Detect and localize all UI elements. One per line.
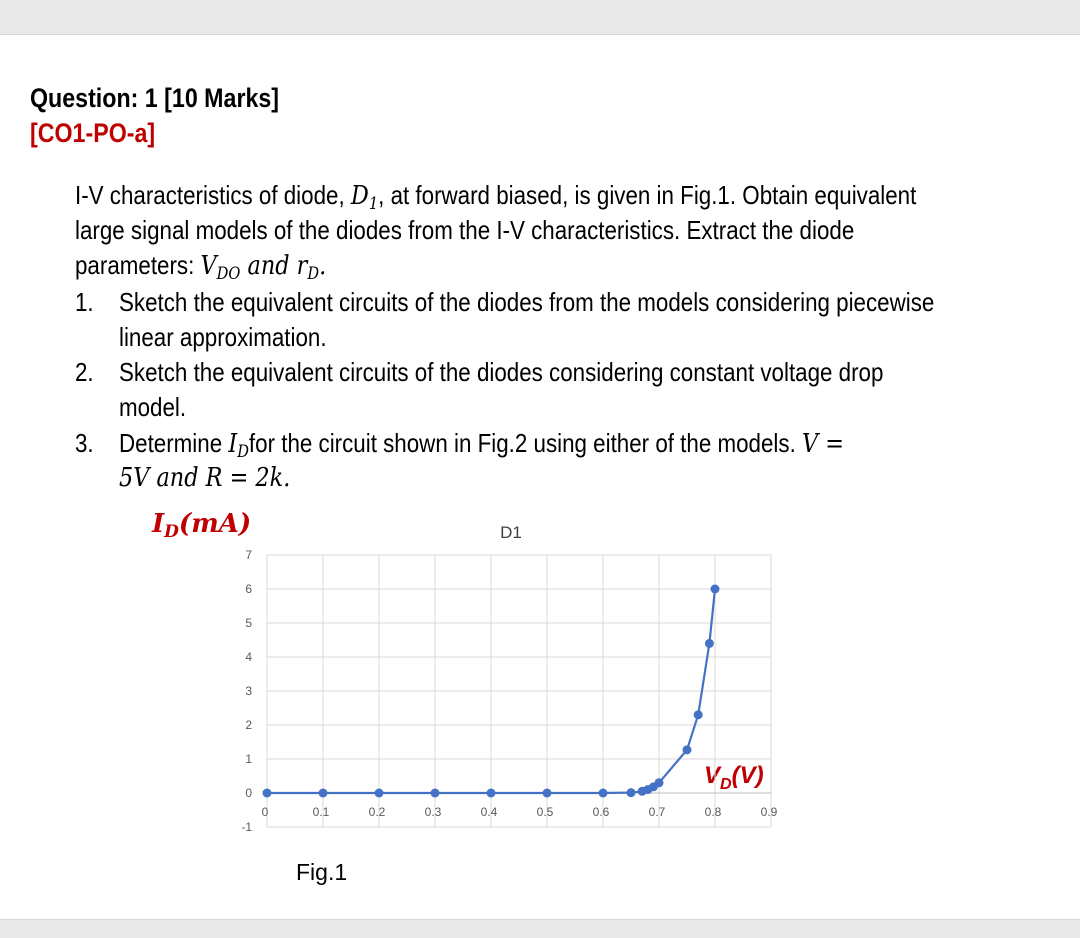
item-2-line-1: Sketch the equivalent circuits of the diodes considering constant voltage drop <box>119 357 884 387</box>
data-point <box>683 745 692 754</box>
x-tick-label: 0.1 <box>312 805 330 819</box>
x-tick-label: 0 <box>261 805 269 819</box>
x-tick-label: 0.7 <box>648 805 666 819</box>
data-point <box>655 778 664 787</box>
item-3-line-1: Determine $I_Dfor$ the circuit shown in Fig.2 using either of the models. V = <box>119 428 844 462</box>
y-axis-label: $I_D(mA)$ <box>152 509 252 542</box>
item-1-line-1: Sketch the equivalent circuits of the diodes from the models considering piecewise <box>119 287 935 317</box>
data-point <box>375 789 384 798</box>
item-2-line-2: model. <box>119 392 187 422</box>
data-point <box>431 789 440 798</box>
chart-grid <box>267 555 771 827</box>
y-tick-label: 2 <box>245 718 252 732</box>
x-tick-label: 0.6 <box>592 805 610 819</box>
y-tick-label: 7 <box>245 548 252 562</box>
data-point <box>711 585 720 594</box>
intro-line-1: I-V characteristics of diode, $D_1$, at forward biased, is given in Fig.1. Obtain equivalent <box>75 180 917 214</box>
y-tick-label: -1 <box>241 820 252 834</box>
chart-title: D1 <box>500 523 522 542</box>
item-number-2: 2. <box>75 357 94 387</box>
intro-line-3: parameters: $V_{DO}$ and $r_D$. <box>75 250 327 284</box>
x-tick-label: 0.2 <box>368 805 386 819</box>
figure-caption: Fig.1 <box>296 859 348 885</box>
item-number-1: 1. <box>75 287 94 317</box>
data-point <box>543 789 552 798</box>
data-point <box>319 789 328 798</box>
x-tick-label: 0.3 <box>424 805 442 819</box>
y-tick-label: 5 <box>245 616 252 630</box>
question-title: Question: 1 [10 Marks] <box>30 83 280 113</box>
data-point <box>599 789 608 798</box>
intro-line-2: large signal models of the diodes from the I-V characteristics. Extract the diode <box>75 215 855 245</box>
x-axis-label: $V_D(V)$ <box>704 762 764 793</box>
item-3-line-2: 5V and R = 2k. <box>119 463 291 493</box>
x-tick-label: 0.5 <box>536 805 554 819</box>
item-number-3: 3. <box>75 428 94 458</box>
y-tick-label: 0 <box>245 786 252 800</box>
y-tick-label: 4 <box>245 650 252 664</box>
x-tick-label: 0.8 <box>704 805 722 819</box>
data-point <box>627 788 636 797</box>
data-point <box>705 639 714 648</box>
data-point <box>694 710 703 719</box>
x-tick-label: 0.4 <box>480 805 498 819</box>
item-1-line-2: linear approximation. <box>119 322 327 352</box>
data-point <box>487 789 496 798</box>
x-tick-label: 0.9 <box>760 805 778 819</box>
y-tick-label: 3 <box>245 684 252 698</box>
y-tick-label: 1 <box>245 752 252 766</box>
y-tick-label: 6 <box>245 582 252 596</box>
data-point <box>263 789 272 798</box>
course-outcome-code: [CO1-PO-a] <box>30 118 156 148</box>
